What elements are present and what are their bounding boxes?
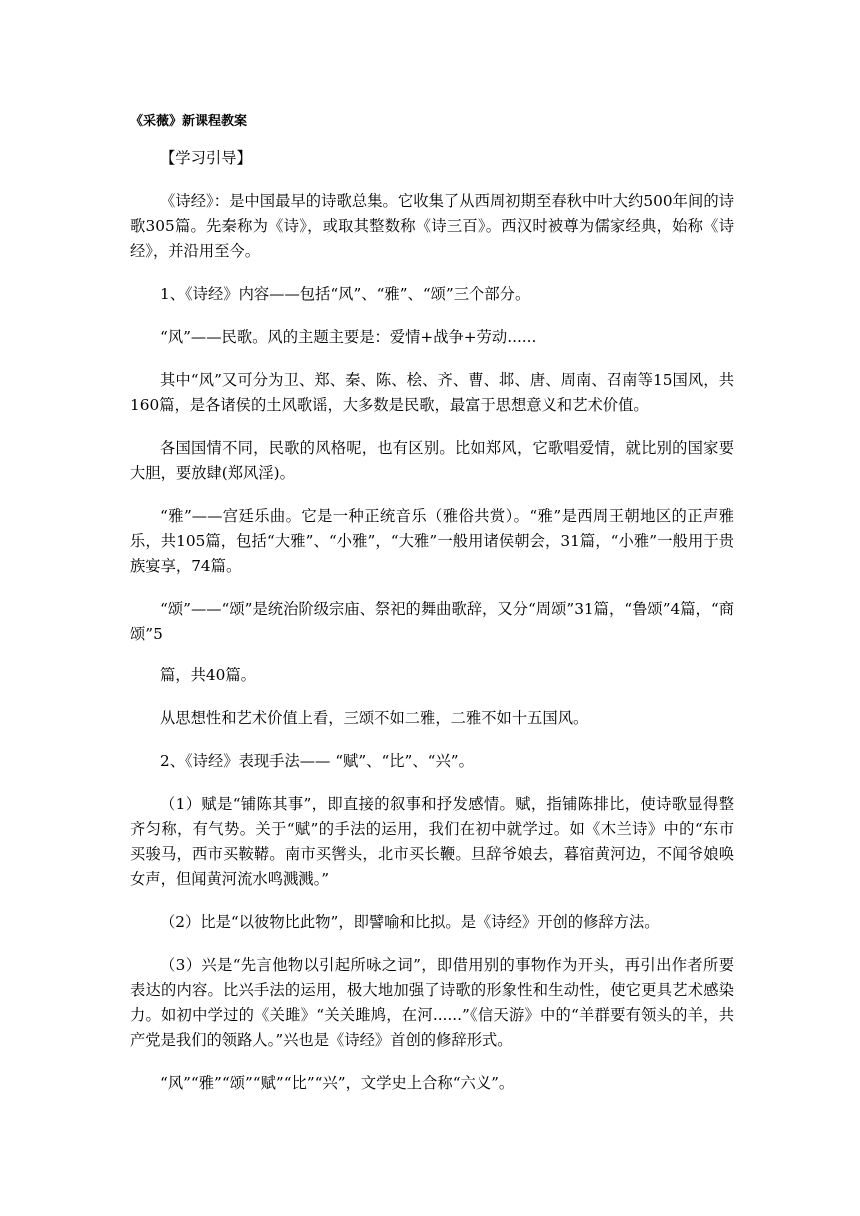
paragraph-feng-definition: “风”——民歌。风的主题主要是：爱情+战争+劳动...... — [160, 328, 537, 346]
paragraph-song-definition: “颂”——“颂”是统治阶级宗庙、祭祀的舞曲歌辞，又分“周颂”31篇，“鲁颂”4篇，“商颂”5 — [130, 600, 734, 643]
paragraph-feng-styles: 各国国情不同，民歌的风格呢，也有区别。比如郑风，它歌唱爱情，就比别的国家要大胆，要放肆(郑风淫)。 — [130, 439, 734, 482]
paragraph-shijing-intro: 《诗经》：是中国最早的诗歌总集。它收集了从西周初期至春秋中叶大约500年间的诗歌305篇。先秦称为《诗》，或取其整数称《诗三百》。西汉时被尊为儒家经典，始称《诗经》，并沿用至今。 — [130, 192, 734, 260]
document-body — [130, 146, 734, 1114]
paragraph-content-heading: 1、《诗经》内容——包括“风”、“雅”、“颂”三个部分。 — [160, 285, 531, 303]
paragraph-value-comparison: 从思想性和艺术价值上看，三颂不如二雅，二雅不如十五国风。 — [160, 709, 589, 727]
paragraph-ya-definition: “雅”——宫廷乐曲。它是一种正统音乐（雅俗共赏）。“雅”是西周王朝地区的正声雅乐，共105篇，包括“大雅”、“小雅”，“大雅”一般用诸侯朝会，31篇，“小雅”一般用于贵族宴享，74篇。 — [130, 507, 734, 575]
paragraph-feng-detail: 其中“风”又可分为卫、郑、秦、陈、桧、齐、曹、邶、唐、周南、召南等15国风，共160篇，是各诸侯的土风歌谣，大多数是民歌，最富于思想意义和艺术价值。 — [130, 371, 734, 414]
paragraph-xing-technique: （3）兴是“先言他物以引起所咏之词”，即借用别的事物作为开头，再引出作者所要表达的内容。比兴手法的运用，极大地加强了诗歌的形象性和生动性，使它更具艺术感染力。如初中学过的《关雎》“关关雎鸠，在河......”《信天游》中的“羊群要有领头的羊，共产党是我们的领路人。”兴也是《诗经》首创的修辞形式。 — [130, 956, 734, 1049]
paragraph-technique-heading: 2、《诗经》表现手法—— “赋”、“比”、“兴”。 — [160, 752, 474, 770]
paragraph-fu-technique: （1）赋是“铺陈其事”，即直接的叙事和抒发感情。赋，指铺陈排比，使诗歌显得整齐匀称，有气势。关于“赋”的手法的运用，我们在初中就学过。如《木兰诗》中的“东市买骏马，西市买鞍鞯。南市买辔头，北市买长鞭。旦辞爷娘去，暮宿黄河边，不闻爷娘唤女声，但闻黄河流水鸣溅溅。” — [130, 795, 734, 888]
paragraph-song-count: 篇，共40篇。 — [160, 666, 256, 684]
paragraph-six-principles: “风”“雅”“颂”“赋”“比”“兴”，文学史上合称“六义”。 — [160, 1074, 515, 1092]
paragraph-bi-technique: （2）比是“以彼物比此物”，即譬喻和比拟。是《诗经》开创的修辞方法。 — [160, 913, 660, 931]
document-title: 《采薇》新课程教案 — [130, 114, 248, 129]
section-heading-study-guide: 【学习引导】 — [160, 149, 252, 167]
